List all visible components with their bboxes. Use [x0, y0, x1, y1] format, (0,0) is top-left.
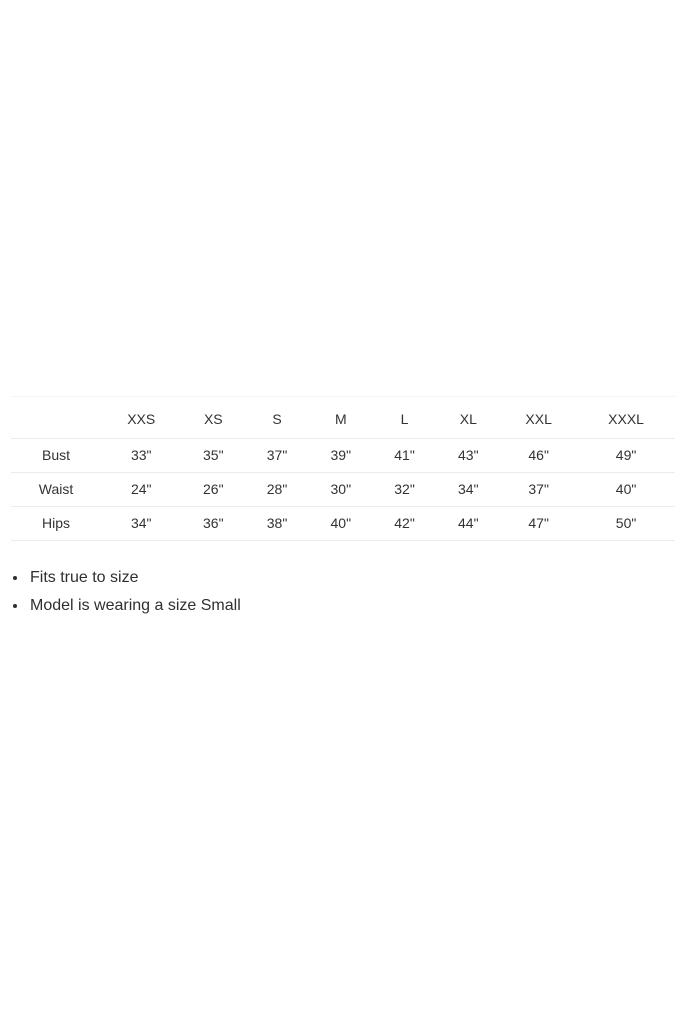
table-row: [11, 507, 675, 541]
size-column-header: S: [245, 397, 309, 439]
size-value-cell: 32": [373, 473, 437, 507]
size-value-cell: 46": [500, 439, 577, 473]
note-text: Fits true to size: [30, 569, 139, 586]
size-value-cell: 49": [577, 439, 675, 473]
size-value-cell: 26": [181, 473, 245, 507]
size-chart-body: [11, 439, 675, 541]
note-text: Model is wearing a size Small: [30, 597, 241, 614]
row-label: Bust: [11, 439, 101, 473]
size-value-cell: 34": [101, 507, 181, 541]
size-value-cell: 34": [436, 473, 500, 507]
size-value-cell: 37": [500, 473, 577, 507]
bullet-icon: [13, 604, 17, 608]
table-row: [11, 473, 675, 507]
size-column-header: XL: [436, 397, 500, 439]
list-item: [13, 564, 675, 592]
size-value-cell: 36": [181, 507, 245, 541]
size-value-cell: 40": [577, 473, 675, 507]
size-value-cell: 28": [245, 473, 309, 507]
size-value-cell: 35": [181, 439, 245, 473]
size-chart-corner-cell: [11, 397, 101, 439]
size-value-cell: 42": [373, 507, 437, 541]
list-item: [13, 592, 675, 620]
size-value-cell: 33": [101, 439, 181, 473]
size-value-cell: 47": [500, 507, 577, 541]
size-column-header: XXXL: [577, 397, 675, 439]
bullet-icon: [13, 576, 17, 580]
size-column-header: XS: [181, 397, 245, 439]
size-chart-header-row: [11, 397, 675, 439]
size-value-cell: 50": [577, 507, 675, 541]
size-column-header: XXL: [500, 397, 577, 439]
size-column-header: XXS: [101, 397, 181, 439]
size-column-header: M: [309, 397, 373, 439]
table-row: [11, 439, 675, 473]
size-chart-table: [11, 396, 675, 541]
size-value-cell: 39": [309, 439, 373, 473]
size-value-cell: 41": [373, 439, 437, 473]
fit-notes-list: [11, 564, 675, 620]
row-label: Waist: [11, 473, 101, 507]
size-value-cell: 30": [309, 473, 373, 507]
row-label: Hips: [11, 507, 101, 541]
size-value-cell: 43": [436, 439, 500, 473]
size-value-cell: 44": [436, 507, 500, 541]
size-column-header: L: [373, 397, 437, 439]
size-value-cell: 37": [245, 439, 309, 473]
size-chart-head: [11, 397, 675, 439]
size-value-cell: 38": [245, 507, 309, 541]
size-value-cell: 40": [309, 507, 373, 541]
size-value-cell: 24": [101, 473, 181, 507]
